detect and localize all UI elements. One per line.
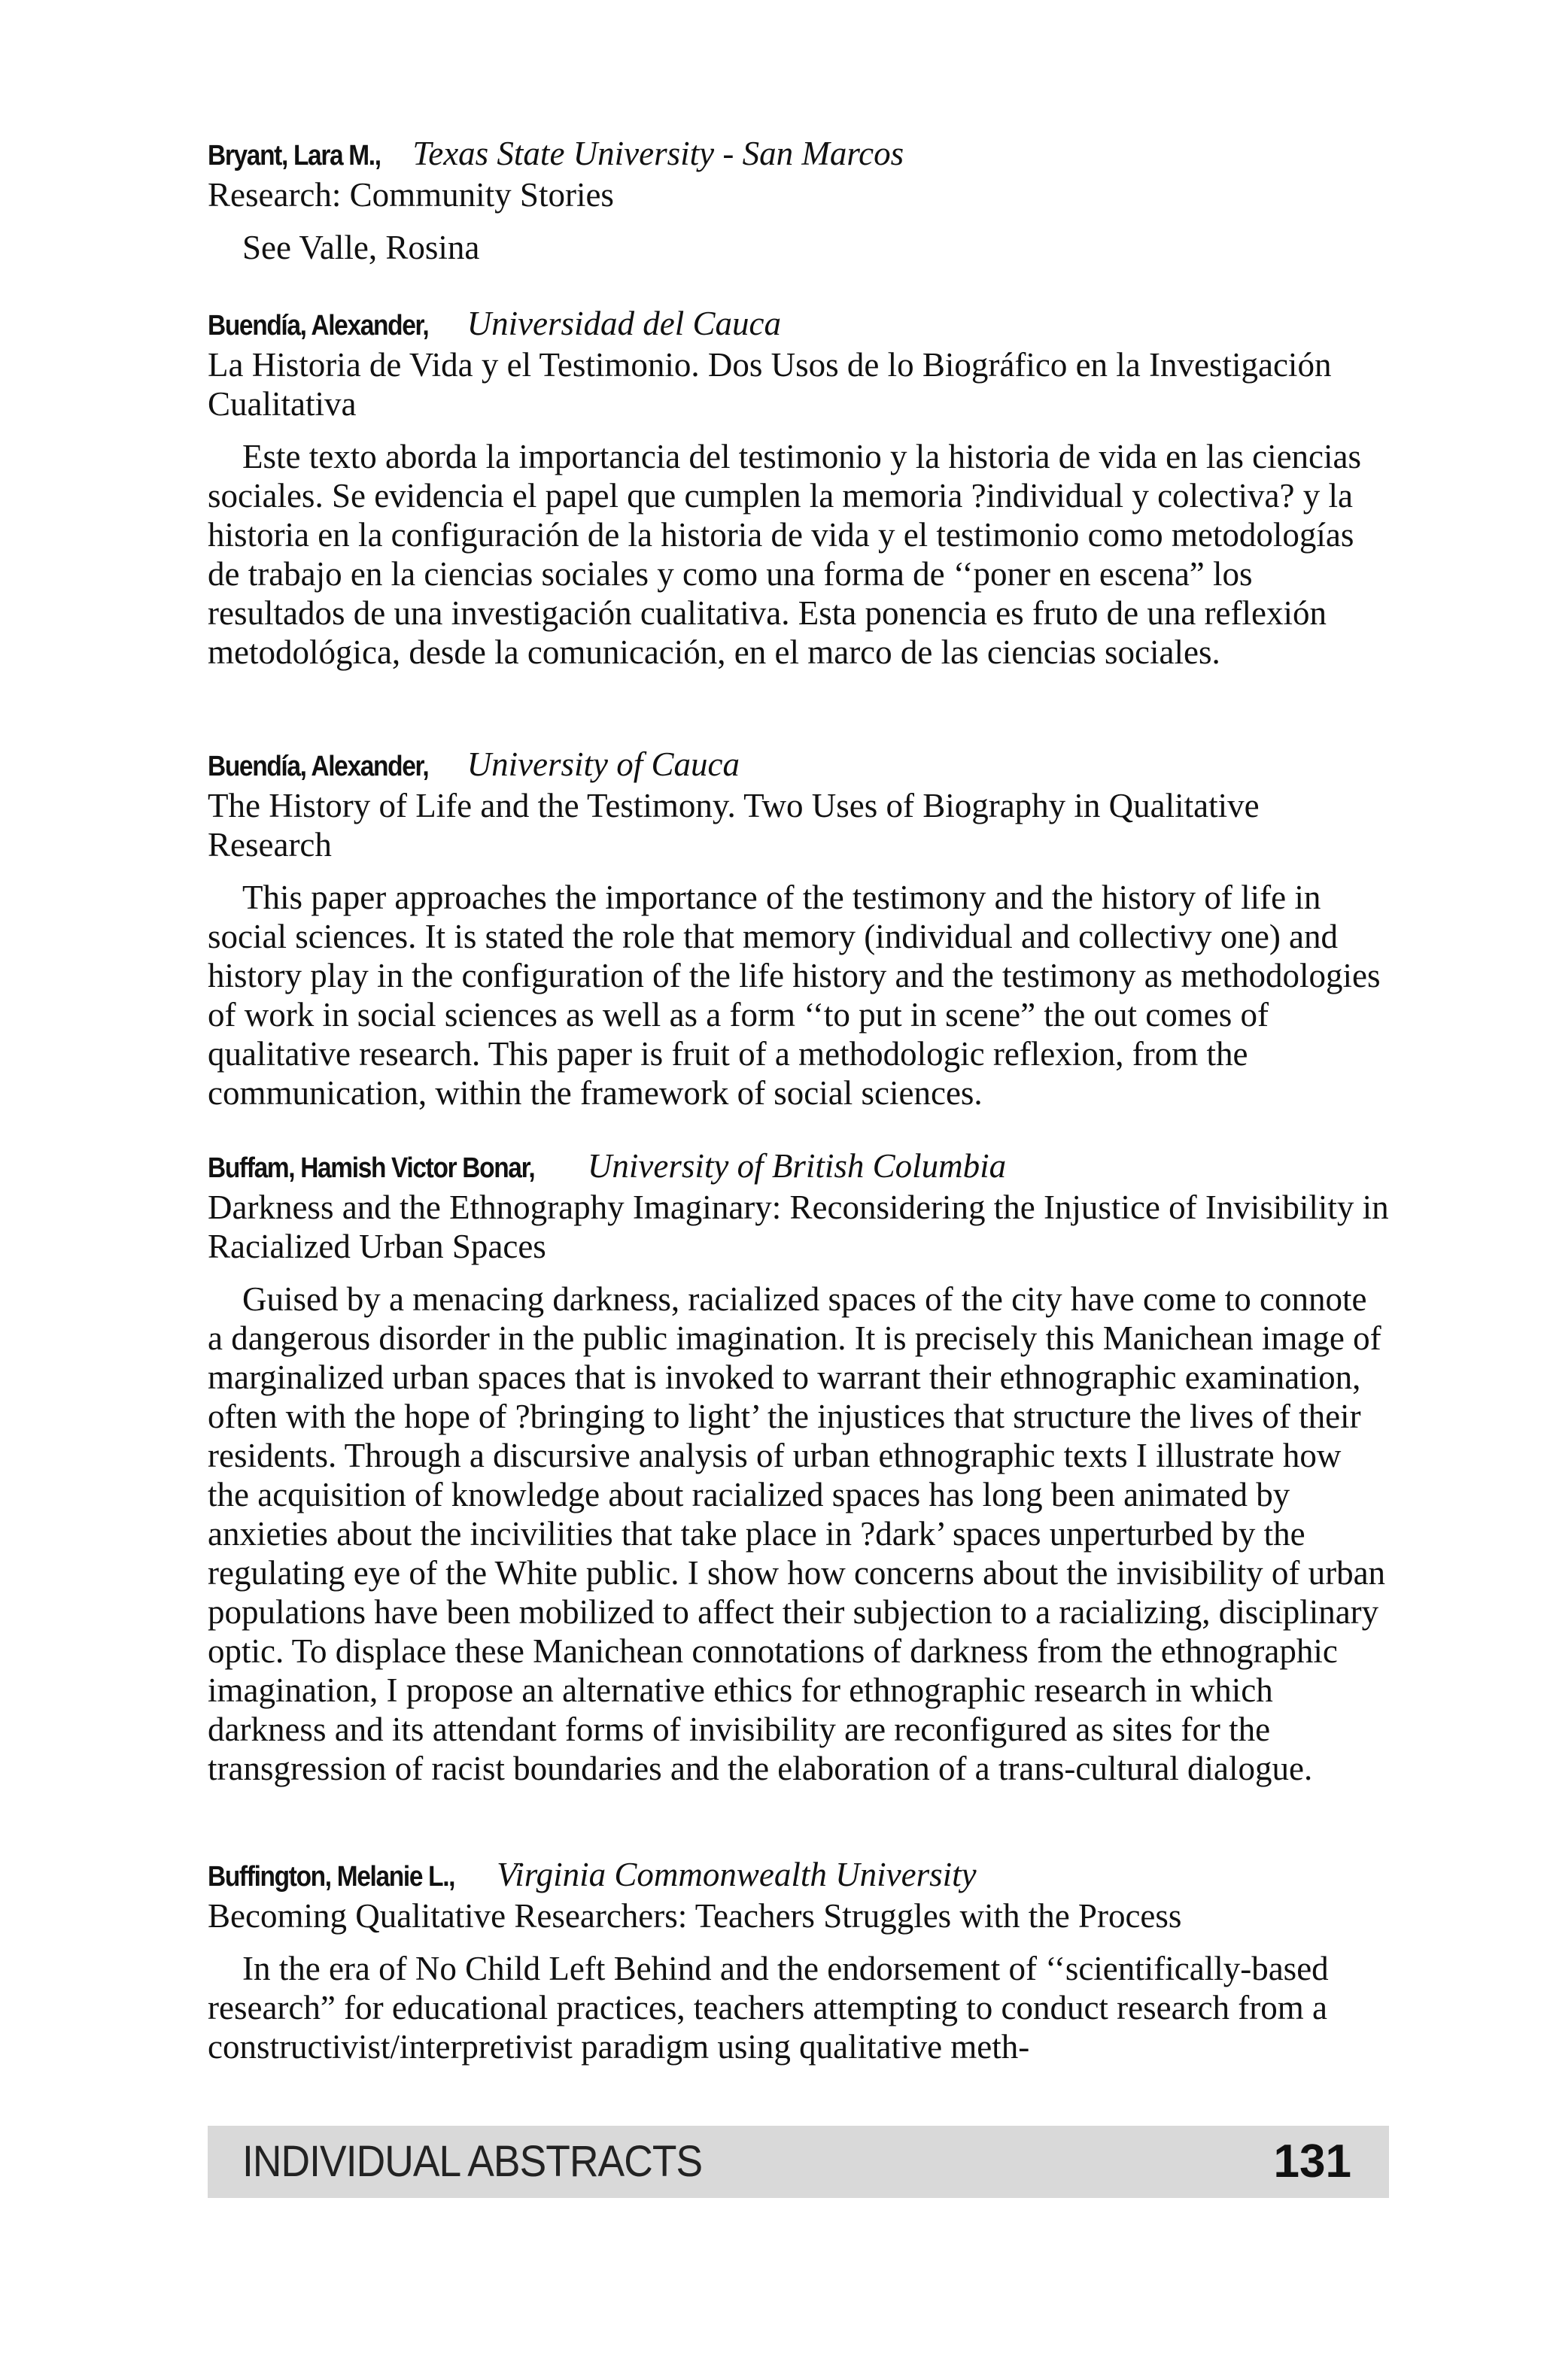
- abstract-text: Este texto aborda la importancia del testimonio y la historia de vida en las ciencias sociales. Se evidencia el papel que cumplen la memoria ?individual y colectiva? y la historia en la configuración de la historia de vida y el testimonio como metodologías de trabajo en la ciencias sociales y como una forma de ‘‘poner en escena” los resultados de una investigación cualitativa. Esta ponencia es fruto de una reflexión metodológica, desde la comunicación, en el marco de las ciencias sociales.: [208, 438, 1362, 671]
- entry-header: [208, 134, 1389, 175]
- abstract-entry: [208, 1855, 1389, 2066]
- abstract-entry: [208, 1146, 1389, 1788]
- entry-title: Becoming Qualitative Researchers: Teachers Struggles with the Process: [208, 1897, 1182, 1935]
- abstract-entry: [208, 745, 1389, 1113]
- abstract-text: This paper approaches the importance of the testimony and the history of life in social sciences. It is stated the role that memory (individual and collectivy one) and history play in the configuration of the life history and the testimony as methodologies of work in social sciences as well as a form ‘‘to put in scene” the out comes of qualitative research. This paper is fruit of a methodologic reflexion, from the communication, within the framework of social sciences.: [208, 879, 1381, 1112]
- author-name: Buffam, Hamish Victor Bonar,: [208, 1152, 535, 1184]
- section-label: INDIVIDUAL ABSTRACTS: [242, 2137, 703, 2186]
- institution: Texas State University - San Marcos: [412, 135, 904, 172]
- entry-title: Research: Community Stories: [208, 176, 614, 214]
- entry-header: [208, 745, 1389, 786]
- abstract-text: In the era of No Child Left Behind and the endorsement of ‘‘scientifically-based research” for educational practices, teachers attempting to conduct research from a constructivist/interpretivist paradigm using qualitative meth-: [208, 1950, 1329, 2066]
- entry-header: [208, 1855, 1389, 1896]
- see-reference: See Valle, Rosina: [242, 229, 480, 266]
- abstract-entry: [208, 304, 1389, 672]
- abstract-text: Guised by a menacing darkness, racialized spaces of the city have come to connote a dangerous disorder in the public imagination. It is precisely this Manichean image of marginalized urban spaces that is invoked to warrant their ethnographic examination, often with the hope of ?bringing to light’ the injustices that structure the lives of their residents. Through a discursive analysis of urban ethnographic texts I illustrate how the acquisition of knowledge about racialized spaces has long been animated by anxieties about the incivilities that take place in ?dark’ spaces unperturbed by the regulating eye of the White public. I show how concerns about the invisibility of urban populations have been mobilized to affect their subjection to a racializing, disciplinary optic. To displace these Manichean connotations of darkness from the ethnographic imagination, I propose an alternative ethics for ethnographic research in which darkness and its attendant forms of invisibility are reconfigured as sites for the transgression of racist boundaries and the elaboration of a trans-cultural dialogue.: [208, 1280, 1386, 1787]
- author-name: Buendía, Alexander,: [208, 751, 429, 782]
- institution: University of Cauca: [467, 745, 740, 783]
- institution: University of British Columbia: [587, 1147, 1007, 1185]
- institution: Virginia Commonwealth University: [497, 1856, 977, 1893]
- author-name: Buffington, Melanie L.,: [208, 1861, 455, 1893]
- author-name: Buendía, Alexander,: [208, 310, 429, 342]
- entry-header: [208, 1146, 1389, 1188]
- institution: Universidad del Cauca: [467, 305, 782, 342]
- entry-header: [208, 304, 1389, 345]
- page-number: 131: [1273, 2136, 1351, 2187]
- author-name: Bryant, Lara M.,: [208, 140, 381, 172]
- entry-title: The History of Life and the Testimony. Two Uses of Biography in Qualitative Research: [208, 787, 1260, 864]
- entry-title: Darkness and the Ethnography Imaginary: Reconsidering the Injustice of Invisibility in Racialized Urban Spaces: [208, 1188, 1389, 1265]
- abstract-entry: [208, 134, 1389, 267]
- entry-title: La Historia de Vida y el Testimonio. Dos Usos de lo Biográfico en la Investigación Cualitativa: [208, 346, 1332, 423]
- page-footer: [208, 2126, 1389, 2198]
